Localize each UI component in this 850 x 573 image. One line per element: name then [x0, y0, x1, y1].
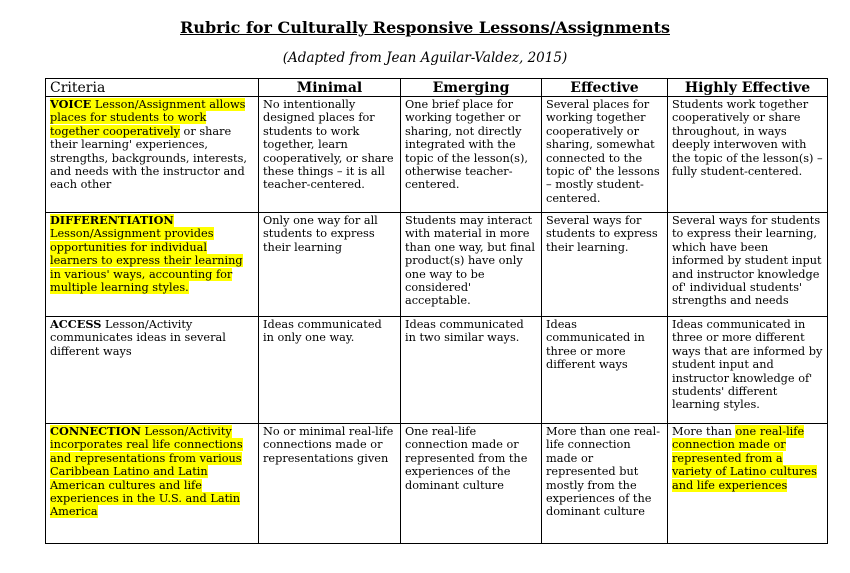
header-emerging: Emerging	[401, 79, 542, 97]
cell-connection-effective: More than one real-life connection made or represented but mostly from the experiences of the dominant culture	[542, 424, 668, 544]
row-voice	[46, 97, 828, 213]
criteria-connection	[46, 424, 259, 544]
criteria-description: Lesson/Activity communicates ideas in several different ways	[50, 318, 226, 358]
cell-access-emerging: Ideas communicated in two similar ways.	[401, 317, 542, 424]
row-access	[46, 317, 828, 424]
criteria-voice	[46, 97, 259, 213]
row-differentiation	[46, 213, 828, 317]
header-effective: Effective	[542, 79, 668, 97]
cell-connection-minimal: No or minimal real-life connections made or representations given	[259, 424, 401, 544]
criteria-description-highlighted: Lesson/Activity incorporates real life connections and representations from various Caribbean Latino and Latin American cultures and life experiences in the U.S. and Latin America	[50, 425, 243, 519]
criteria-label: ACCESS	[50, 317, 102, 331]
cell-access-effective: Ideas communicated in three or more different ways	[542, 317, 668, 424]
header-highly-effective: Highly Effective	[668, 79, 828, 97]
header-row	[46, 79, 828, 97]
criteria-label: VOICE	[50, 97, 92, 111]
criteria-description-highlighted: Lesson/Assignment allows places for students to work together cooperatively	[50, 98, 246, 138]
cell-connection-highly-effective	[668, 424, 828, 544]
cell-differentiation-minimal: Only one way for all students to express their learning	[259, 213, 401, 317]
criteria-label: DIFFERENTIATION	[50, 213, 174, 227]
criteria-description: or share their learning' experiences, strengths, backgrounds, interests, and needs with the instructor and each other	[50, 124, 247, 192]
criteria-access	[46, 317, 259, 424]
header-criteria: Criteria	[46, 79, 259, 97]
cell-voice-highly-effective: Students work together cooperatively or share throughout, in ways deeply interwoven with the topic of the lesson(s) – fully student-centered.	[668, 97, 828, 213]
page-subtitle: (Adapted from Jean Aguilar-Valdez, 2015)	[282, 50, 568, 66]
cell-connection-emerging: One real-life connection made or represented from the experiences of the dominant culture	[401, 424, 542, 544]
cell-differentiation-highly-effective: Several ways for students to express their learning, which have been informed by student input and instructor knowledge of' individual students' strengths and needs	[668, 213, 828, 317]
page-title: Rubric for Culturally Responsive Lessons/Assignments	[180, 18, 670, 37]
criteria-label: CONNECTION	[50, 424, 141, 438]
cell-text: More than	[672, 425, 736, 438]
rubric-table	[45, 78, 828, 544]
cell-differentiation-effective: Several ways for students to express their learning.	[542, 213, 668, 317]
cell-access-highly-effective: Ideas communicated in three or more different ways that are informed by student input and instructor knowledge of' students' different learning styles.	[668, 317, 828, 424]
cell-voice-emerging: One brief place for working together or sharing, not directly integrated with the topic of the lesson(s), otherwise teacher-centered.	[401, 97, 542, 213]
cell-access-minimal: Ideas communicated in only one way.	[259, 317, 401, 424]
cell-text-highlighted: one real-life connection made or represented from a variety of Latino cultures and life experiences	[672, 425, 817, 492]
criteria-description-highlighted: Lesson/Assignment provides opportunities for individual learners to express their learning in various' ways, accounting for multiple learning styles.	[50, 227, 243, 295]
header-minimal: Minimal	[259, 79, 401, 97]
cell-voice-effective: Several places for working together cooperatively or sharing, somewhat connected to the topic of' the lessons – mostly student-centered.	[542, 97, 668, 213]
row-connection	[46, 424, 828, 544]
cell-voice-minimal: No intentionally designed places for students to work together, learn cooperatively, or share these things – it is all teacher-centered.	[259, 97, 401, 213]
cell-differentiation-emerging: Students may interact with material in more than one way, but final product(s) have only one way to be considered' acceptable.	[401, 213, 542, 317]
criteria-differentiation	[46, 213, 259, 317]
